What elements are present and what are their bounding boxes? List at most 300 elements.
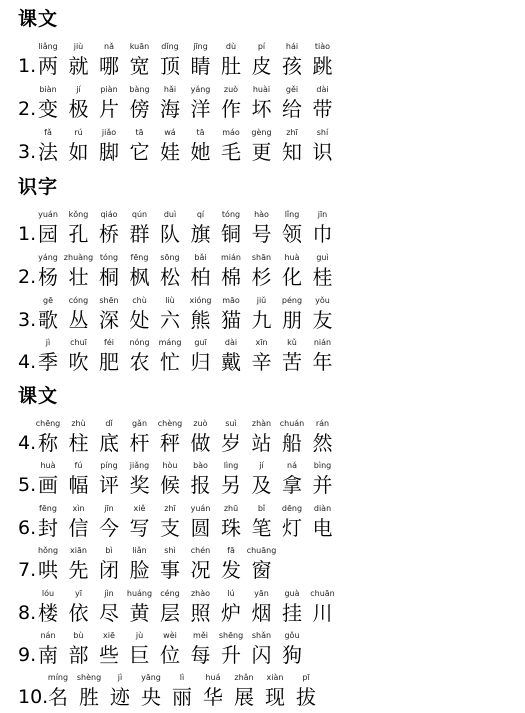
hanzi-character: 闪 [251, 643, 272, 667]
hanzi-character: 松 [160, 265, 180, 289]
hanzi-character: 岁 [221, 431, 241, 455]
char-cell [184, 251, 218, 290]
pinyin-label: lìng [223, 461, 239, 470]
hanzi-character: 园 [38, 222, 58, 246]
hanzi-character: 笔 [251, 516, 272, 540]
hanzi-character: 作 [221, 97, 241, 121]
hanzi-character: 柏 [190, 265, 211, 289]
hanzi-character: 孔 [68, 222, 89, 246]
pinyin-label: cóng [68, 296, 89, 305]
hanzi-character: 今 [99, 516, 119, 540]
char-cell [184, 40, 218, 79]
pinyin-label: měi [193, 631, 208, 640]
char-cell [123, 294, 157, 333]
char-cell [92, 208, 126, 247]
hanzi-character: 丛 [68, 308, 89, 332]
pinyin-label: fēng [39, 504, 57, 513]
row-number: 9. [18, 644, 37, 666]
hanzi-character: 九 [251, 308, 272, 332]
char-cell [245, 126, 279, 165]
pinyin-label: chù [132, 296, 147, 305]
char-cell [123, 544, 157, 583]
char-cell [92, 417, 126, 456]
pinyin-label: yān [254, 589, 269, 598]
hanzi-character: 桥 [99, 222, 119, 246]
pinyin-label: zhuàng [63, 253, 94, 262]
hanzi-character: 片 [99, 97, 119, 121]
hanzi-character: 丽 [172, 685, 192, 709]
char-cell [258, 671, 292, 710]
hanzi-character: 奖 [129, 473, 150, 497]
pinyin-label: zhàn [251, 419, 272, 428]
hanzi-character: 就 [68, 54, 89, 78]
hanzi-character: 跳 [312, 54, 333, 78]
char-cell [123, 40, 157, 79]
pinyin-label: yuán [38, 210, 58, 219]
char-cell [214, 83, 248, 122]
hanzi-character: 封 [38, 516, 58, 540]
pinyin-label: nóng [129, 338, 150, 347]
hanzi-character: 信 [68, 516, 89, 540]
char-cell [62, 40, 96, 79]
char-cell [31, 294, 65, 333]
char-cell [214, 459, 248, 498]
hanzi-character: 底 [99, 431, 119, 455]
char-cell [153, 629, 187, 668]
pinyin-label: xiē [103, 631, 115, 640]
pinyin-label: guì [316, 253, 329, 262]
hanzi-character: 忙 [160, 350, 180, 374]
hanzi-character: 然 [312, 431, 333, 455]
char-cell [184, 459, 218, 498]
char-cell [92, 336, 126, 375]
hanzi-character: 另 [221, 473, 241, 497]
hanzi-character: 船 [282, 431, 302, 455]
pinyin-label: huáng [126, 589, 153, 598]
hanzi-character: 领 [282, 222, 302, 246]
pinyin-label: míng [47, 673, 69, 682]
row-number: 10. [18, 686, 49, 708]
char-cell [214, 126, 248, 165]
hanzi-character: 深 [99, 308, 119, 332]
pinyin-label: chēng [35, 419, 61, 428]
char-cell [196, 671, 230, 710]
char-cell [123, 336, 157, 375]
hanzi-character: 它 [129, 140, 150, 164]
char-cell [184, 502, 218, 541]
char-cell [245, 40, 279, 79]
hanzi-character: 些 [99, 643, 119, 667]
char-cell [123, 208, 157, 247]
hanzi-character: 及 [251, 473, 272, 497]
char-cell [245, 336, 279, 375]
hanzi-character: 圆 [190, 516, 211, 540]
pinyin-label: biàn [39, 85, 57, 94]
char-cell [31, 40, 65, 79]
hanzi-character: 写 [129, 516, 150, 540]
pinyin-label: bù [73, 631, 84, 640]
char-cell [289, 671, 323, 710]
char-cell [123, 587, 157, 626]
char-cell [123, 459, 157, 498]
pinyin-label: yáng [38, 253, 58, 262]
pinyin-label: lì [179, 673, 185, 682]
pinyin-label: shēng [218, 631, 244, 640]
hanzi-character: 毛 [221, 140, 241, 164]
hanzi-character: 央 [141, 685, 161, 709]
hanzi-character: 友 [312, 308, 333, 332]
char-cell [31, 208, 65, 247]
hanzi-character: 号 [251, 222, 272, 246]
char-cell [275, 83, 309, 122]
char-cell [153, 544, 187, 583]
char-cell [306, 459, 340, 498]
pinyin-label: jí [76, 85, 81, 94]
pinyin-label: gǒu [284, 631, 300, 640]
char-cell [275, 459, 309, 498]
hanzi-character: 枫 [129, 265, 150, 289]
char-cell [92, 502, 126, 541]
hanzi-character: 挂 [282, 601, 302, 625]
char-cell [62, 502, 96, 541]
char-cell [31, 336, 65, 375]
pinyin-label: zuò [223, 85, 239, 94]
row-number: 1. [18, 223, 37, 245]
hanzi-character: 烟 [251, 601, 272, 625]
char-cell [153, 294, 187, 333]
hanzi-character: 窗 [251, 558, 272, 582]
pinyin-label: fú [74, 461, 83, 470]
hanzi-character: 队 [160, 222, 180, 246]
char-cell [62, 208, 96, 247]
char-cell [306, 40, 340, 79]
pinyin-label: jì [117, 673, 123, 682]
char-cell [153, 336, 187, 375]
char-cell [153, 251, 187, 290]
char-cell [92, 459, 126, 498]
pinyin-label: duì [163, 210, 177, 219]
hanzi-character: 杨 [38, 265, 58, 289]
hanzi-character: 坏 [251, 97, 272, 121]
row-number: 7. [18, 559, 37, 581]
pinyin-label: māo [222, 296, 240, 305]
char-cell [153, 83, 187, 122]
pinyin-label: suì [225, 419, 237, 428]
pinyin-label: chuān [310, 589, 335, 598]
hanzi-character: 壮 [68, 265, 89, 289]
char-cell [62, 83, 96, 122]
hanzi-character: 胜 [79, 685, 99, 709]
char-cell [306, 83, 340, 122]
pinyin-label: pī [302, 673, 310, 682]
char-cell [92, 544, 126, 583]
pinyin-label: wèi [163, 631, 177, 640]
section-title: 识字 [18, 176, 59, 198]
hanzi-character: 棉 [221, 265, 241, 289]
hanzi-character: 柱 [68, 431, 89, 455]
hanzi-character: 狗 [282, 643, 302, 667]
hanzi-character: 况 [190, 558, 211, 582]
char-cell [184, 126, 218, 165]
char-cell [62, 126, 96, 165]
char-cell [306, 417, 340, 456]
char-cell [184, 208, 218, 247]
hanzi-character: 尽 [99, 601, 119, 625]
pinyin-label: xìn [72, 504, 85, 513]
row-number: 1. [18, 55, 37, 77]
hanzi-character: 桐 [99, 265, 119, 289]
char-cell [31, 459, 65, 498]
pinyin-label: xiàn [266, 673, 284, 682]
char-cell [31, 417, 65, 456]
pinyin-label: hòu [162, 461, 178, 470]
hanzi-character: 季 [38, 350, 58, 374]
char-cell [275, 502, 309, 541]
pinyin-label: gèng [251, 128, 272, 137]
char-cell [275, 629, 309, 668]
char-cell [275, 587, 309, 626]
pinyin-label: tóng [99, 253, 119, 262]
char-cell [153, 126, 187, 165]
char-cell [153, 587, 187, 626]
char-cell [62, 587, 96, 626]
pinyin-label: wá [164, 128, 176, 137]
pinyin-label: xīn [255, 338, 268, 347]
hanzi-character: 位 [160, 643, 180, 667]
pinyin-label: bǐ [257, 504, 266, 513]
hanzi-character: 肥 [99, 350, 119, 374]
hanzi-character: 桂 [312, 265, 333, 289]
hanzi-character: 朋 [282, 308, 302, 332]
pinyin-label: tā [196, 128, 205, 137]
char-cell [31, 251, 65, 290]
char-cell [214, 336, 248, 375]
hanzi-character: 处 [129, 308, 150, 332]
hanzi-character: 候 [160, 473, 180, 497]
pinyin-label: jīn [317, 210, 328, 219]
hanzi-character: 闭 [99, 558, 119, 582]
char-cell [31, 629, 65, 668]
pinyin-label: dài [224, 338, 238, 347]
pinyin-label: chuī [70, 338, 87, 347]
char-cell [214, 629, 248, 668]
pinyin-label: guī [194, 338, 207, 347]
pinyin-label: gěi [285, 85, 299, 94]
hanzi-character: 皮 [251, 54, 272, 78]
pinyin-label: zhī [164, 504, 176, 513]
hanzi-character: 哪 [99, 54, 119, 78]
char-cell [92, 294, 126, 333]
pinyin-label: ná [287, 461, 297, 470]
pinyin-label: piàn [100, 85, 118, 94]
char-cell [214, 587, 248, 626]
pinyin-label: chuán [279, 419, 305, 428]
char-cell [123, 126, 157, 165]
char-cell [214, 40, 248, 79]
char-cell [62, 251, 96, 290]
pinyin-label: lǐng [284, 210, 300, 219]
hanzi-character: 脸 [129, 558, 150, 582]
char-cell [214, 294, 248, 333]
pinyin-label: qún [131, 210, 148, 219]
char-cell [306, 336, 340, 375]
hanzi-character: 两 [38, 54, 58, 78]
hanzi-character: 知 [282, 140, 302, 164]
hanzi-character: 海 [160, 97, 180, 121]
pinyin-label: jīng [193, 42, 208, 51]
hanzi-character: 并 [312, 473, 333, 497]
char-cell [41, 671, 75, 710]
pinyin-label: dù [225, 42, 237, 51]
pinyin-label: jīn [104, 504, 114, 513]
hanzi-character: 南 [38, 643, 58, 667]
pinyin-label: zhǎn [234, 673, 254, 682]
pinyin-label: shān [251, 253, 272, 262]
pinyin-label: jiǎo [101, 128, 117, 137]
pinyin-label: tiào [314, 42, 331, 51]
char-cell [62, 544, 96, 583]
pinyin-label: qiáo [100, 210, 118, 219]
pinyin-label: dài [316, 85, 329, 94]
char-cell [275, 294, 309, 333]
pinyin-label: yī [75, 589, 82, 598]
char-cell [306, 294, 340, 333]
pinyin-label: xiě [133, 504, 146, 513]
char-cell [214, 251, 248, 290]
hanzi-character: 华 [203, 685, 223, 709]
char-cell [275, 208, 309, 247]
hanzi-character: 巨 [129, 643, 150, 667]
hanzi-character: 歌 [38, 308, 58, 332]
pinyin-label: huá [205, 673, 221, 682]
row-number: 3. [18, 309, 37, 331]
pinyin-label: kuān [129, 42, 150, 51]
pinyin-label: tā [135, 128, 144, 137]
hanzi-character: 苦 [282, 350, 302, 374]
pinyin-label: shǎn [251, 631, 272, 640]
char-cell [123, 251, 157, 290]
pinyin-label: diàn [313, 504, 332, 513]
char-cell [245, 294, 279, 333]
char-cell [184, 294, 218, 333]
hanzi-character: 珠 [221, 516, 241, 540]
pinyin-label: yáng [190, 85, 211, 94]
pinyin-label: hǎi [163, 85, 177, 94]
pinyin-label: gē [43, 296, 53, 305]
hanzi-character: 辛 [251, 350, 272, 374]
row-number: 3. [18, 141, 37, 163]
hanzi-character: 六 [160, 308, 180, 332]
hanzi-character: 幅 [68, 473, 89, 497]
hanzi-character: 孩 [282, 54, 302, 78]
char-cell [92, 251, 126, 290]
row-number: 2. [18, 98, 37, 120]
hanzi-character: 层 [160, 601, 180, 625]
char-cell [306, 587, 340, 626]
pinyin-label: zhī [286, 128, 298, 137]
hanzi-character: 支 [160, 516, 180, 540]
hanzi-character: 吹 [68, 350, 89, 374]
char-cell [245, 417, 279, 456]
char-cell [103, 671, 137, 710]
row-number: 4. [18, 351, 37, 373]
pinyin-label: péng [281, 296, 303, 305]
char-cell [184, 336, 218, 375]
hanzi-character: 熊 [190, 308, 211, 332]
char-cell [92, 126, 126, 165]
char-cell [92, 587, 126, 626]
pinyin-label: lóu [41, 589, 55, 598]
char-cell [275, 251, 309, 290]
pinyin-label: xióng [189, 296, 212, 305]
hanzi-character: 猫 [221, 308, 241, 332]
char-cell [184, 544, 218, 583]
hanzi-character: 迹 [110, 685, 130, 709]
pinyin-label: hào [254, 210, 269, 219]
char-cell [62, 294, 96, 333]
hanzi-character: 更 [251, 140, 272, 164]
char-cell [92, 629, 126, 668]
hanzi-character: 化 [282, 265, 302, 289]
pinyin-label: fā [227, 546, 235, 555]
pinyin-label: shí [316, 128, 329, 137]
char-cell [62, 459, 96, 498]
pinyin-label: fǎ [44, 128, 52, 137]
pinyin-label: liǎn [132, 546, 147, 555]
hanzi-character: 宽 [129, 54, 150, 78]
hanzi-character: 每 [190, 643, 211, 667]
hanzi-character: 年 [312, 350, 333, 374]
hanzi-character: 法 [38, 140, 58, 164]
pinyin-label: kǔ [287, 338, 297, 347]
hanzi-character: 做 [190, 431, 211, 455]
hanzi-character: 名 [48, 685, 68, 709]
char-cell [31, 502, 65, 541]
pinyin-label: bì [105, 546, 113, 555]
char-cell [214, 417, 248, 456]
pinyin-label: chén [190, 546, 211, 555]
pinyin-label: sōng [160, 253, 180, 262]
char-cell [184, 417, 218, 456]
hanzi-character: 娃 [160, 140, 180, 164]
char-cell [62, 629, 96, 668]
pinyin-label: lú [227, 589, 235, 598]
pinyin-label: tóng [221, 210, 241, 219]
pinyin-label: yāng [141, 673, 161, 682]
hanzi-character: 展 [234, 685, 254, 709]
hanzi-character: 如 [68, 140, 89, 164]
pinyin-label: jìn [104, 589, 114, 598]
pinyin-label: yǒu [315, 296, 330, 305]
hanzi-character: 画 [38, 473, 58, 497]
char-cell [123, 502, 157, 541]
pinyin-label: dǐng [161, 42, 179, 51]
hanzi-character: 照 [190, 601, 211, 625]
hanzi-character: 哄 [38, 558, 58, 582]
pinyin-label: chèng [157, 419, 183, 428]
char-cell [31, 126, 65, 165]
pinyin-label: féi [104, 338, 114, 347]
hanzi-character: 归 [190, 350, 211, 374]
pinyin-label: rú [74, 128, 83, 137]
char-cell [214, 544, 248, 583]
char-cell [62, 417, 96, 456]
hanzi-character: 铜 [221, 222, 241, 246]
pinyin-label: bǎi [194, 253, 207, 262]
char-cell [31, 83, 65, 122]
char-cell [245, 459, 279, 498]
row-number: 5. [18, 474, 37, 496]
